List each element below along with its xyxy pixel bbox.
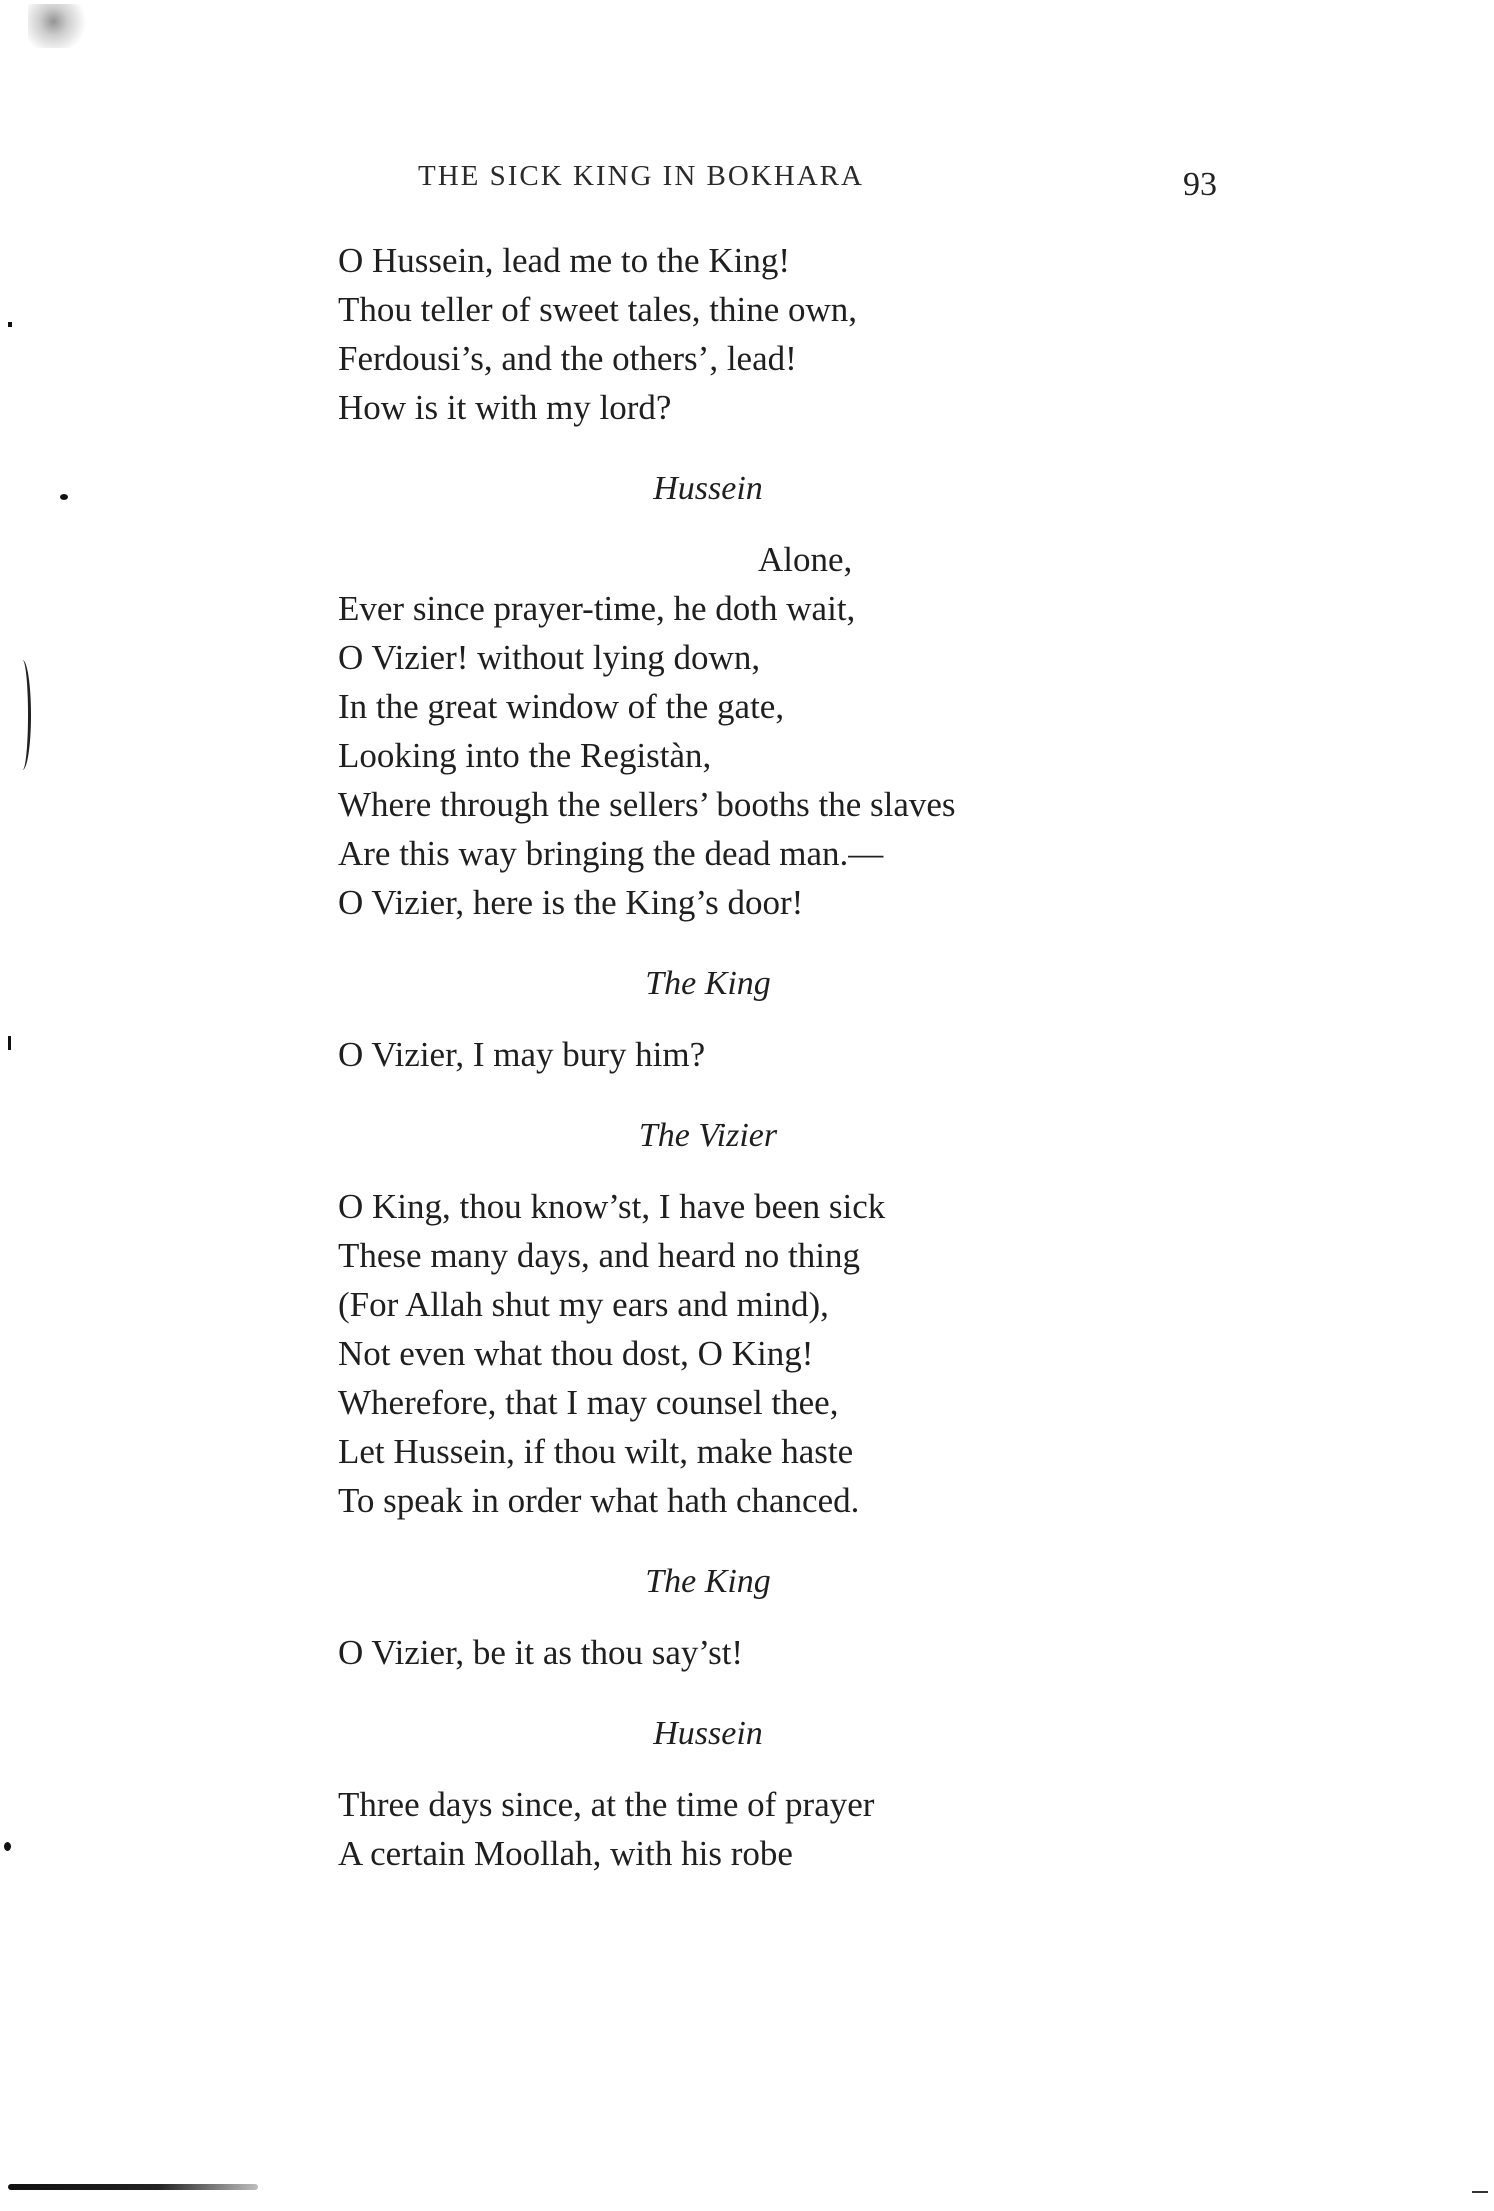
verse-line: (For Allah shut my ears and mind), (338, 1285, 829, 1324)
verse-line: O Vizier, here is the King’s door! (338, 883, 804, 922)
verse-line: Where through the sellers’ booths the slaves (338, 785, 956, 824)
verse-line: Thou teller of sweet tales, thine own, (338, 290, 858, 329)
poem-text (338, 236, 1238, 1878)
page-number: 93 (1183, 166, 1217, 203)
verse-line: Looking into the Registàn, (338, 736, 712, 775)
verse-line: O Vizier, I may bury him? (338, 1035, 706, 1074)
verse-line: Three days since, at the time of prayer (338, 1785, 875, 1824)
verse-line: Alone, (758, 540, 853, 579)
verse-line: O Vizier! without lying down, (338, 638, 761, 677)
verse-line: In the great window of the gate, (338, 687, 785, 726)
scan-dot (8, 322, 12, 327)
scan-speck (28, 4, 92, 48)
verse-line: Wherefore, that I may counsel thee, (338, 1383, 839, 1422)
scan-dot (4, 1842, 11, 1851)
scan-edge-mark (1472, 2191, 1488, 2193)
scan-smear (8, 2184, 258, 2190)
scan-edge-mark (14, 660, 31, 770)
speaker-name: Hussein (653, 470, 763, 507)
verse-line: Let Hussein, if thou wilt, make haste (338, 1432, 854, 1471)
verse-line: Ferdousi’s, and the others’, lead! (338, 339, 797, 378)
running-head: THE SICK KING IN BOKHARA (418, 160, 864, 192)
speaker-name: Hussein (653, 1715, 763, 1752)
verse-line: To speak in order what hath chanced. (338, 1481, 860, 1520)
speaker-name: The King (645, 965, 771, 1002)
verse-line: Not even what thou dost, O King! (338, 1334, 814, 1373)
verse-line: A certain Moollah, with his robe (338, 1834, 793, 1873)
verse-line: O Hussein, lead me to the King! (338, 241, 790, 280)
verse-line: How is it with my lord? (338, 388, 672, 427)
speaker-name: The King (645, 1563, 771, 1600)
verse-line: These many days, and heard no thing (338, 1236, 860, 1275)
scan-dot (8, 1036, 11, 1050)
speaker-name: The Vizier (638, 1117, 778, 1154)
verse-line: Are this way bringing the dead man.— (338, 834, 884, 873)
verse-line: O Vizier, be it as thou say’st! (338, 1633, 744, 1672)
verse-line: O King, thou know’st, I have been sick (338, 1187, 886, 1226)
verse-line: Ever since prayer-time, he doth wait, (338, 589, 856, 628)
scan-dot (60, 494, 68, 500)
